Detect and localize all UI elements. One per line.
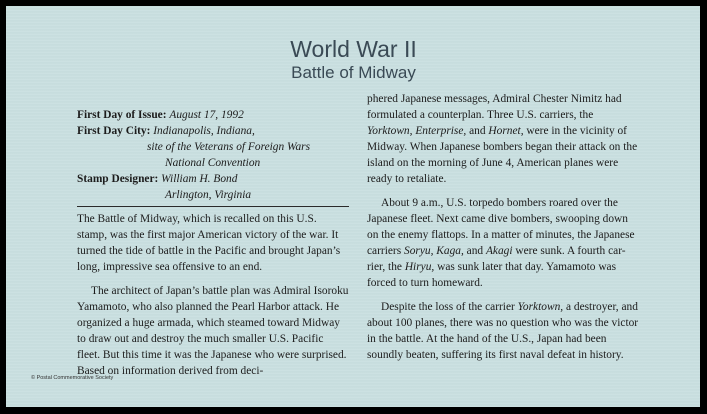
right-column [367,91,639,371]
first-day-line [77,107,349,123]
designer-line [77,171,349,187]
left-paragraph-2: The architect of Japan’s battle plan was Admiral Isoroku Yamamoto, who also planned the Pearl Harbor attack. He organized a huge armada, which steamed toward Midway to draw out and destroy the much smaller U.S. Pacific fleet. But this time it was the Japanese who were surprised. Based on information derived from deci- [77,285,349,377]
ship-name: Yorktown, [517,301,564,313]
page-subtitle: Battle of Midway [291,63,416,82]
text-run: and [466,125,489,137]
text-run: and [463,245,486,257]
text-run: About 9 a.m., U.S. torpedo bombers roared over the Japanese fleet. Next came dive bombers, swooping down on the enemy flattops. In a matter of minutes, the Japanese carriers [367,197,635,257]
city-line-3: National Convention [165,157,261,169]
ship-names: Soryu, Kaga, [404,245,464,257]
divider [77,206,349,207]
text-run: were in the vicinity of Midway. When Japanese bombers began their attack on the island on the morning of June 4, American planes were ready to retaliate. [367,125,638,185]
designer-label: Stamp Designer: [77,173,159,185]
right-paragraph-3 [367,299,639,363]
text-run: Despite the loss of the carrier [381,301,518,313]
ship-names: Yorktown, Enterprise, [367,125,467,137]
city-line-2: site of the Veterans of Foreign Wars [147,141,311,153]
ship-name: Akagi [485,245,513,257]
ship-name: Hiryu, [404,261,435,273]
left-paragraph-1: The Battle of Midway, which is recalled on this U.S. stamp, was the first major American victory of the war. It turned the tide of battle in the Pacific and brought Japan’s long, impressive sea offensive to an end. [77,213,341,273]
ship-name: Hornet, [488,125,524,137]
designer-value: William H. Bond [161,173,238,185]
text-run: phered Japanese messages, Admiral Chester Nimitz had formulated a counterplan. Three U.S. carriers, the [367,93,622,121]
first-day-label: First Day of Issue: [77,109,167,121]
left-column [77,107,349,387]
city-line [77,123,349,139]
right-paragraph-1 [367,91,639,187]
designer-line-2: Arlington, Virginia [165,189,252,201]
city-label: First Day City: [77,125,151,137]
title-block [0,36,707,84]
right-paragraph-2 [367,195,639,291]
text-run: was sunk later that day. Yamamoto was forced to turn homeward. [367,261,617,289]
page-title: World War II [290,36,417,62]
copyright-footer: © Postal Commemorative Society [31,375,114,381]
city-value: Indianapolis, Indiana, [153,125,255,137]
text-run: were sunk. A fourth car-rier, the [367,245,626,273]
text-run: a destroyer, and about 100 planes, there was no question who was the victor in the battle. At the hand of the U.S., Japan had been soundly beaten, suffering its first naval defeat in history. [367,301,639,361]
first-day-value: August 17, 1992 [169,109,244,121]
